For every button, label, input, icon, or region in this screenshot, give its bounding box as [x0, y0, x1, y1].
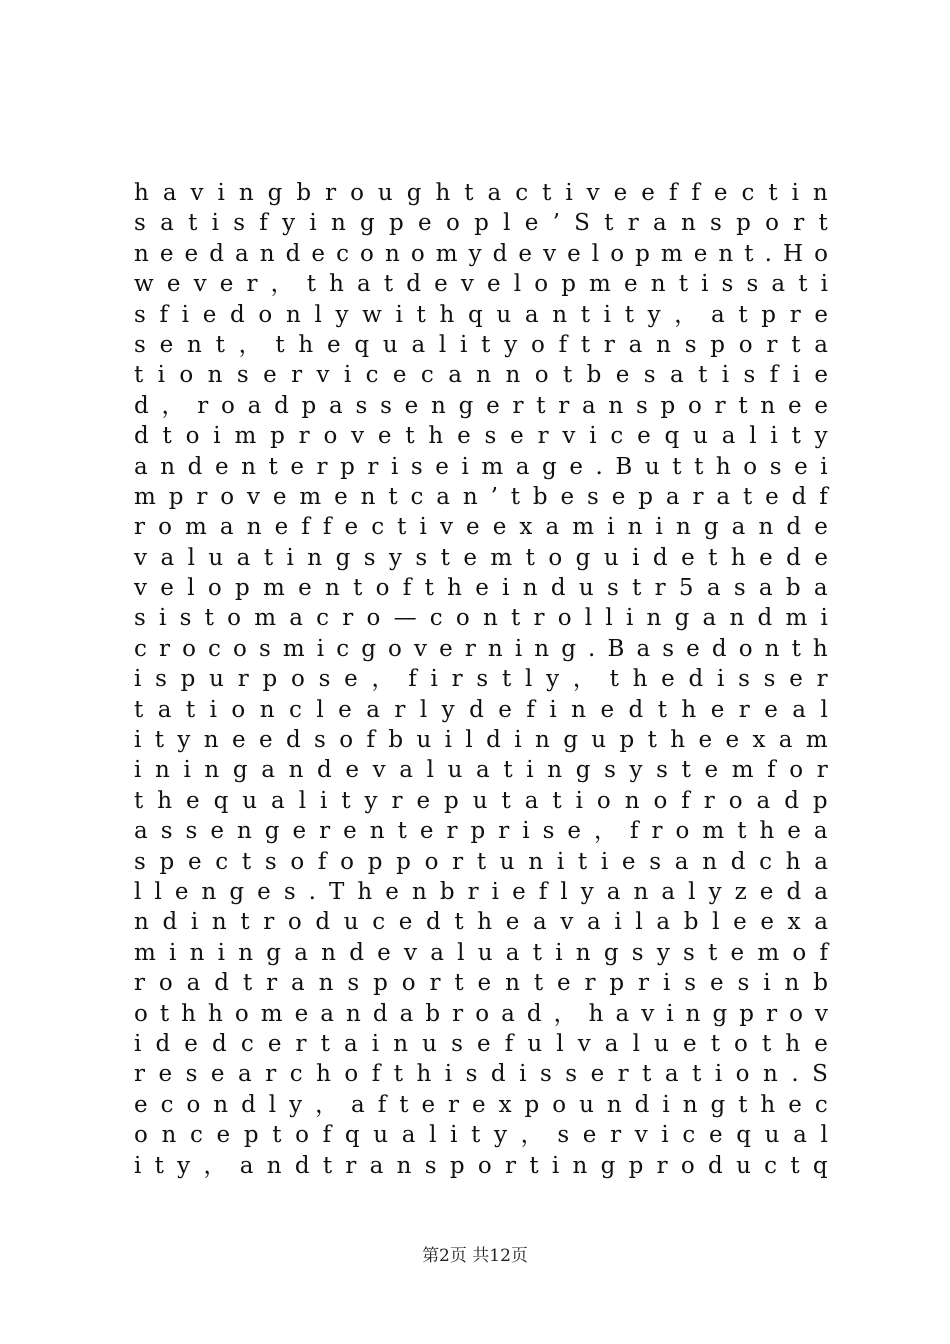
- text-line: t a t i o n c l e a r l y d e f i n e d t h e r e a l: [134, 696, 828, 723]
- text-line: h a v i n g b r o u g h t a c t i v e e f f e c t i n: [134, 180, 828, 206]
- text-line: s f i e d o n l y w i t h q u a n t i t y ， a t p r e: [134, 301, 828, 328]
- body-text: [134, 178, 828, 1181]
- text-line: o t h h o m e a n d a b r o a d ， h a v i n g p r o v: [134, 1000, 828, 1027]
- text-line: m p r o v e m e n t c a n ’ t b e s e p a r a t e d f: [134, 483, 828, 510]
- text-line: r e s e a r c h o f t h i s d i s s e r t a t i o n . S: [134, 1061, 828, 1088]
- text-line: t h e q u a l i t y r e p u t a t i o n o f r o a d p: [134, 787, 828, 814]
- text-line: i s p u r p o s e ， f i r s t l y ， t h e d i s s e r: [134, 666, 828, 693]
- text-line: n e e d a n d e c o n o m y d e v e l o p m e n t . H o: [134, 240, 828, 267]
- text-line: d t o i m p r o v e t h e s e r v i c e q u a l i t y: [134, 423, 828, 450]
- text-line: v a l u a t i n g s y s t e m t o g u i d e t h e d e: [134, 544, 828, 571]
- text-line: v e l o p m e n t o f t h e i n d u s t r 5 a s a b a: [134, 575, 828, 602]
- text-line: r o m a n e f f e c t i v e e x a m i n i n g a n d e: [134, 514, 828, 541]
- text-line: d ， r o a d p a s s e n g e r t r a n s p o r t n e e: [134, 392, 828, 419]
- text-line: c r o c o s m i c g o v e r n i n g . B a s e d o n t h: [134, 635, 828, 662]
- text-line: s p e c t s o f o p p o r t u n i t i e s a n d c h a: [134, 848, 828, 875]
- text-line: i t y ， a n d t r a n s p o r t i n g p r o d u c t q: [134, 1152, 828, 1179]
- text-line: a s s e n g e r e n t e r p r i s e ， f r o m t h e a: [134, 818, 828, 845]
- text-line: l l e n g e s . T h e n b r i e f l y a n a l y z e d a: [134, 878, 828, 905]
- text-line: n d i n t r o d u c e d t h e a v a i l a b l e e x a: [134, 909, 828, 936]
- text-line: i d e d c e r t a i n u s e f u l v a l u e t o t h e: [134, 1030, 828, 1057]
- text-line: w e v e r ， t h a t d e v e l o p m e n t i s s a t i: [134, 271, 828, 298]
- text-line: i n i n g a n d e v a l u a t i n g s y s t e m f o r: [134, 757, 828, 784]
- page-footer: 第2页 共12页: [422, 1246, 528, 1266]
- text-line: s e n t ， t h e q u a l i t y o f t r a n s p o r t a: [134, 331, 828, 358]
- text-line: s a t i s f y i n g p e o p l e ’ S t r a n s p o r t: [134, 210, 828, 237]
- text-line: s i s t o m a c r o — c o n t r o l l i n g a n d m i: [134, 605, 828, 632]
- text-line: r o a d t r a n s p o r t e n t e r p r i s e s i n b: [134, 970, 828, 997]
- text-line: e c o n d l y ， a f t e r e x p o u n d i n g t h e c: [134, 1091, 828, 1118]
- text-line: m i n i n g a n d e v a l u a t i n g s y s t e m o f: [134, 939, 828, 966]
- text-line: o n c e p t o f q u a l i t y ， s e r v i c e q u a l: [134, 1122, 828, 1149]
- text-line: a n d e n t e r p r i s e i m a g e . B u t t h o s e i: [134, 453, 828, 480]
- text-line: t i o n s e r v i c e c a n n o t b e s a t i s f i e: [134, 362, 828, 389]
- text-line: i t y n e e d s o f b u i l d i n g u p t h e e x a m: [134, 727, 828, 754]
